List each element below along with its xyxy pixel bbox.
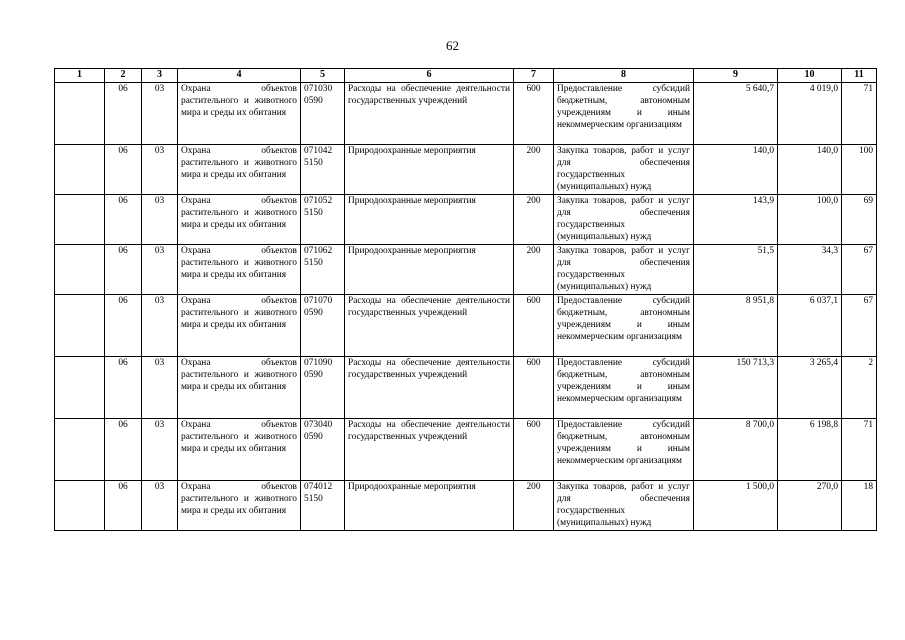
cell-section: 06 <box>105 83 142 145</box>
cell-expense-type: 200 <box>514 195 554 245</box>
cell-subsection-name: Охрана объектов растительного и животного мира и среды их обитания <box>178 245 301 295</box>
cell-section: 06 <box>105 295 142 357</box>
header-row <box>55 69 877 83</box>
page-number: 62 <box>446 38 459 53</box>
table-row <box>55 83 877 145</box>
table-row <box>55 195 877 245</box>
cell-article-name: Расходы на обеспечение деятельности государственных учреждений <box>345 419 514 481</box>
cell-expense-type: 200 <box>514 245 554 295</box>
col-header-2: 2 <box>105 69 142 83</box>
cell-section: 06 <box>105 195 142 245</box>
col-header-10: 10 <box>778 69 842 83</box>
cell-subsection-name: Охрана объектов растительного и животного мира и среды их обитания <box>178 481 301 531</box>
cell-section: 06 <box>105 357 142 419</box>
cell-actual-amount: 140,0 <box>778 145 842 195</box>
table-row <box>55 481 877 531</box>
cell-article-name: Расходы на обеспечение деятельности государственных учреждений <box>345 83 514 145</box>
cell-percent: 69 <box>842 195 877 245</box>
cell-col1 <box>55 145 105 195</box>
table-row <box>55 295 877 357</box>
cell-subsection-name: Охрана объектов растительного и животного мира и среды их обитания <box>178 419 301 481</box>
cell-subsection-name: Охрана объектов растительного и животного мира и среды их обитания <box>178 195 301 245</box>
cell-subsection: 03 <box>142 145 178 195</box>
table-row <box>55 245 877 295</box>
cell-article-name: Природоохранные мероприятия <box>345 245 514 295</box>
cell-expense-type: 600 <box>514 357 554 419</box>
cell-expense-type-name: Предоставление субсидий бюджетным, автономным учреждениям и иным некоммерческим организациям <box>554 357 694 419</box>
cell-target-article: 071042 5150 <box>301 145 345 195</box>
cell-plan-amount: 1 500,0 <box>694 481 778 531</box>
cell-plan-amount: 8 700,0 <box>694 419 778 481</box>
cell-subsection: 03 <box>142 419 178 481</box>
cell-article-name: Природоохранные мероприятия <box>345 145 514 195</box>
table-row <box>55 145 877 195</box>
cell-expense-type: 200 <box>514 481 554 531</box>
cell-expense-type-name: Закупка товаров, работ и услуг для обеспечения государственных (муниципальных) нужд <box>554 145 694 195</box>
col-header-9: 9 <box>694 69 778 83</box>
cell-expense-type-name: Предоставление субсидий бюджетным, автономным учреждениям и иным некоммерческим организациям <box>554 295 694 357</box>
cell-percent: 71 <box>842 419 877 481</box>
cell-plan-amount: 5 640,7 <box>694 83 778 145</box>
col-header-11: 11 <box>842 69 877 83</box>
table-row <box>55 357 877 419</box>
cell-plan-amount: 150 713,3 <box>694 357 778 419</box>
cell-plan-amount: 8 951,8 <box>694 295 778 357</box>
cell-actual-amount: 6 037,1 <box>778 295 842 357</box>
cell-expense-type-name: Предоставление субсидий бюджетным, автономным учреждениям и иным некоммерческим организациям <box>554 83 694 145</box>
col-header-7: 7 <box>514 69 554 83</box>
cell-section: 06 <box>105 245 142 295</box>
cell-col1 <box>55 295 105 357</box>
cell-subsection: 03 <box>142 195 178 245</box>
cell-target-article: 071052 5150 <box>301 195 345 245</box>
cell-percent: 67 <box>842 295 877 357</box>
cell-plan-amount: 140,0 <box>694 145 778 195</box>
cell-target-article: 071062 5150 <box>301 245 345 295</box>
cell-subsection-name: Охрана объектов растительного и животного мира и среды их обитания <box>178 145 301 195</box>
cell-expense-type-name: Предоставление субсидий бюджетным, автономным учреждениям и иным некоммерческим организациям <box>554 419 694 481</box>
cell-actual-amount: 270,0 <box>778 481 842 531</box>
cell-percent: 71 <box>842 83 877 145</box>
col-header-3: 3 <box>142 69 178 83</box>
cell-section: 06 <box>105 145 142 195</box>
cell-article-name: Расходы на обеспечение деятельности государственных учреждений <box>345 295 514 357</box>
cell-subsection-name: Охрана объектов растительного и животного мира и среды их обитания <box>178 295 301 357</box>
cell-actual-amount: 34,3 <box>778 245 842 295</box>
col-header-8: 8 <box>554 69 694 83</box>
cell-expense-type: 600 <box>514 83 554 145</box>
cell-expense-type: 600 <box>514 419 554 481</box>
cell-subsection: 03 <box>142 295 178 357</box>
cell-plan-amount: 51,5 <box>694 245 778 295</box>
cell-expense-type-name: Закупка товаров, работ и услуг для обеспечения государственных (муниципальных) нужд <box>554 481 694 531</box>
cell-actual-amount: 100,0 <box>778 195 842 245</box>
cell-expense-type-name: Закупка товаров, работ и услуг для обеспечения государственных (муниципальных) нужд <box>554 245 694 295</box>
cell-actual-amount: 4 019,0 <box>778 83 842 145</box>
cell-target-article: 071090 0590 <box>301 357 345 419</box>
cell-col1 <box>55 245 105 295</box>
cell-col1 <box>55 481 105 531</box>
col-header-5: 5 <box>301 69 345 83</box>
cell-plan-amount: 143,9 <box>694 195 778 245</box>
cell-subsection: 03 <box>142 245 178 295</box>
cell-subsection: 03 <box>142 83 178 145</box>
col-header-1: 1 <box>55 69 105 83</box>
cell-col1 <box>55 357 105 419</box>
cell-target-article: 074012 5150 <box>301 481 345 531</box>
cell-percent: 18 <box>842 481 877 531</box>
cell-target-article: 073040 0590 <box>301 419 345 481</box>
cell-expense-type: 200 <box>514 145 554 195</box>
cell-subsection-name: Охрана объектов растительного и животного мира и среды их обитания <box>178 357 301 419</box>
cell-target-article: 071030 0590 <box>301 83 345 145</box>
cell-percent: 100 <box>842 145 877 195</box>
table-row <box>55 419 877 481</box>
col-header-4: 4 <box>178 69 301 83</box>
cell-percent: 2 <box>842 357 877 419</box>
cell-section: 06 <box>105 419 142 481</box>
cell-subsection: 03 <box>142 481 178 531</box>
cell-article-name: Расходы на обеспечение деятельности государственных учреждений <box>345 357 514 419</box>
cell-col1 <box>55 83 105 145</box>
cell-actual-amount: 3 265,4 <box>778 357 842 419</box>
cell-expense-type: 600 <box>514 295 554 357</box>
cell-section: 06 <box>105 481 142 531</box>
cell-expense-type-name: Закупка товаров, работ и услуг для обеспечения государственных (муниципальных) нужд <box>554 195 694 245</box>
cell-percent: 67 <box>842 245 877 295</box>
col-header-6: 6 <box>345 69 514 83</box>
cell-subsection: 03 <box>142 357 178 419</box>
cell-target-article: 071070 0590 <box>301 295 345 357</box>
cell-article-name: Природоохранные мероприятия <box>345 195 514 245</box>
cell-actual-amount: 6 198,8 <box>778 419 842 481</box>
cell-col1 <box>55 195 105 245</box>
cell-subsection-name: Охрана объектов растительного и животного мира и среды их обитания <box>178 83 301 145</box>
budget-table <box>54 68 877 531</box>
cell-article-name: Природоохранные мероприятия <box>345 481 514 531</box>
cell-col1 <box>55 419 105 481</box>
